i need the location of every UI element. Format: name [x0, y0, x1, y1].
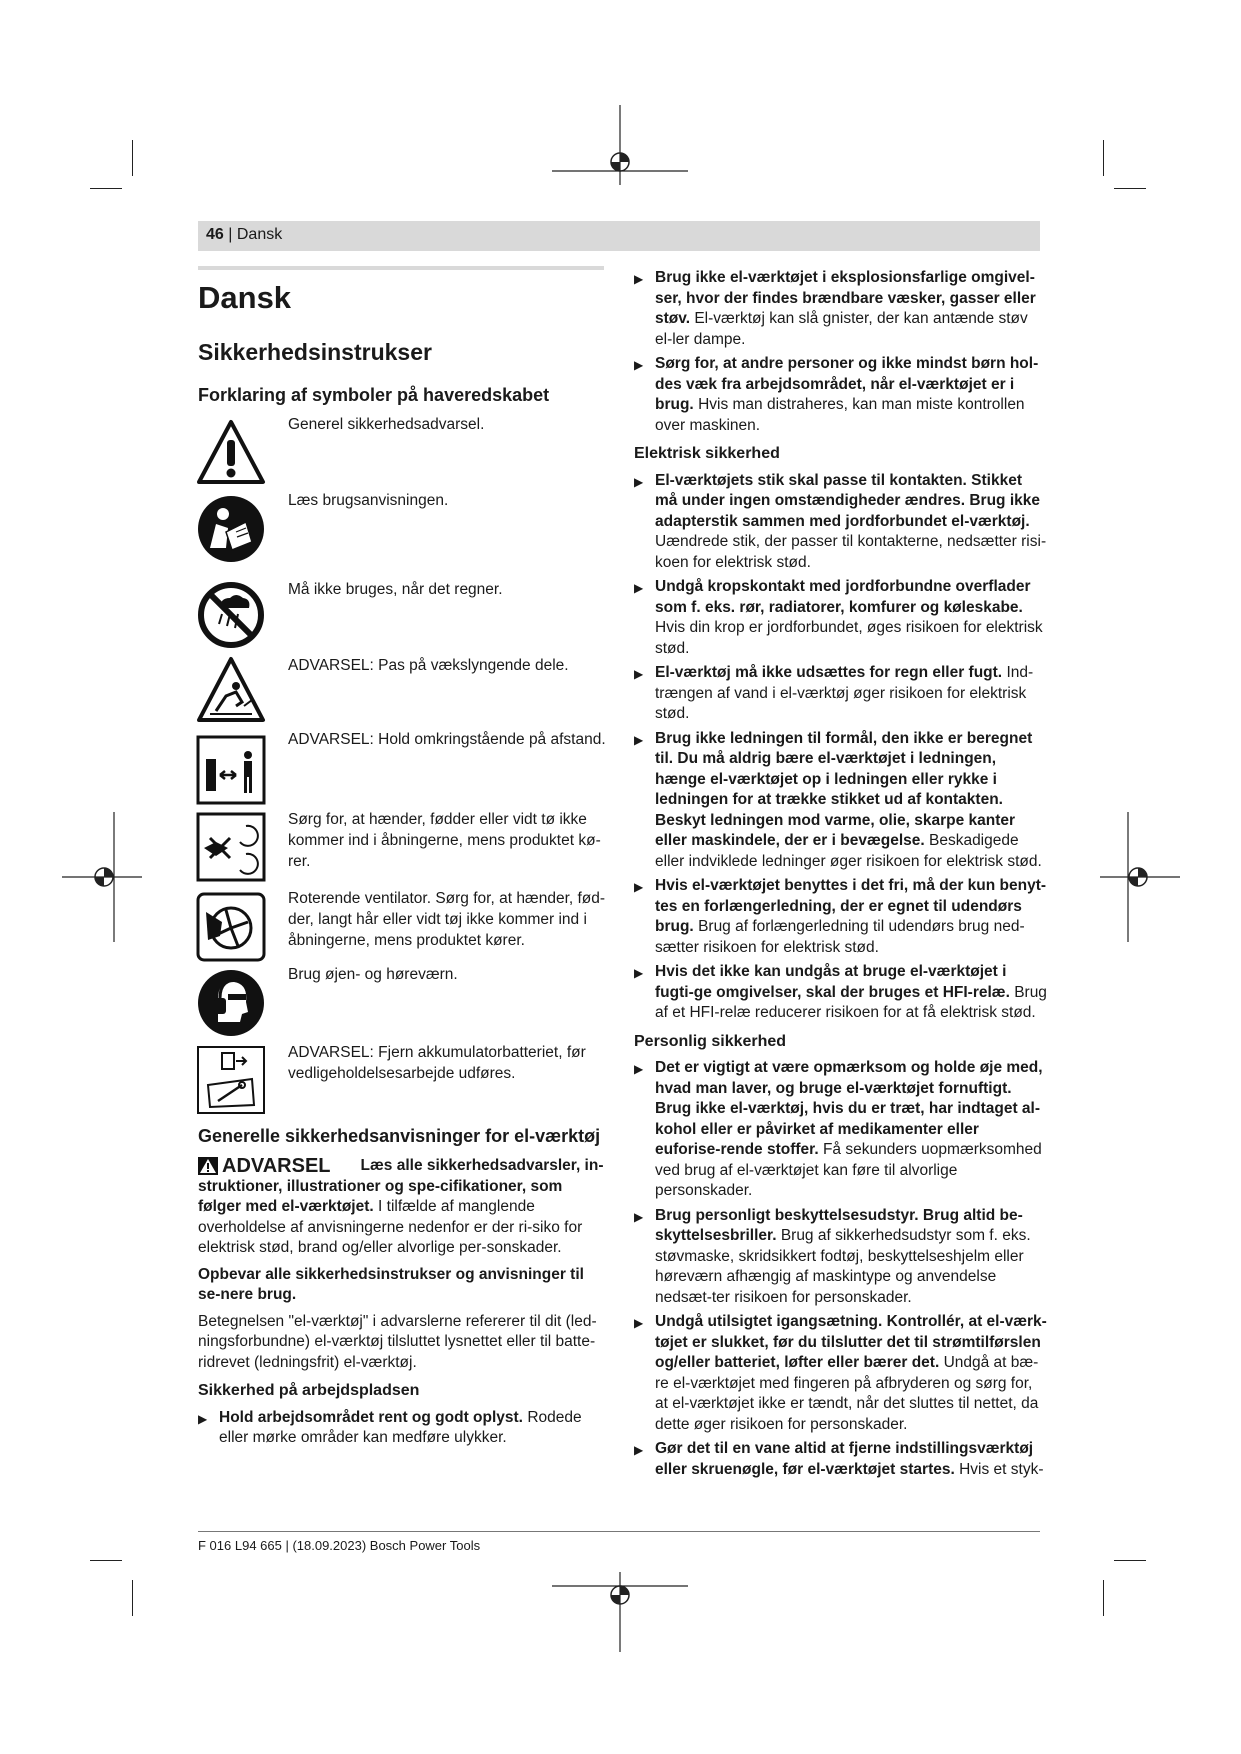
rotating-parts-warning-icon — [196, 656, 266, 726]
list-item-bold: Brug ikke el-værktøjet i eksplosionsfarlige omgivel-ser, hvor der findes brændbare væsker, gasser eller støv. — [655, 269, 1036, 327]
list-item — [634, 729, 1048, 873]
list-item — [634, 354, 1048, 436]
symbol-text: ADVARSEL: Hold omkringstående på afstand. — [288, 731, 606, 748]
subsection-title: Forklaring af symboler på haveredskabet — [198, 385, 550, 405]
list-item-bold: Gør det til en vane altid at fjerne indstillingsværktøj eller skruenøgle, før el-værktøjet startes. — [655, 1440, 1034, 1478]
list-item-text: Rodede eller mørke områder kan medføre ulykker. — [219, 1408, 582, 1446]
crop-mark — [90, 1560, 122, 1561]
electrical-safety-heading: Elektrisk sikkerhed — [634, 445, 780, 462]
list-item-bold: Hvis det ikke kan undgås at bruge el-værktøjet i fugti-ge omgivelser, skal der bruges et HFI-relæ. — [655, 963, 1010, 1001]
list-item-text: Brug af et HFI-relæ reducerer risikoen for at få elektrisk stød. — [655, 983, 1047, 1021]
list-item — [634, 1058, 1048, 1202]
list-item-text: Hvis din krop er jordforbundet, øges risikoen for elektrisk stød. — [655, 619, 1043, 657]
column-rule — [198, 266, 604, 270]
personal-safety-heading: Personlig sikkerhed — [634, 1032, 787, 1050]
registration-mark-icon — [552, 105, 688, 185]
symbol-text: Brug øjen- og høreværn. — [288, 966, 458, 983]
warning-badge — [198, 1156, 331, 1177]
left-column-body — [198, 1156, 606, 1453]
warning-badge-label: ADVARSEL — [222, 1155, 331, 1177]
list-item-bold: Brug ikke ledningen til formål, den ikke er beregnet til. Du må aldrig bære el-værktøjet i ledningen, hænge el-værktøjet op i ledningen eller rykke i ledningen for at trække stikket ud af kontakten. Beskyt ledningen mod varme, olie, skarpe kanter eller maskindele, der er i bevægelse. — [655, 729, 1033, 849]
header-language: Dansk — [236, 226, 283, 243]
keep-distance-icon — [196, 735, 266, 805]
crop-mark — [132, 140, 133, 176]
crop-mark — [1103, 140, 1104, 176]
list-item — [634, 471, 1048, 574]
registration-mark-icon — [552, 1572, 688, 1652]
list-item — [634, 1206, 1048, 1309]
list-item-bold: Undgå utilsigtet igangsætning. Kontrollér, at el-værk-tøjet er slukket, før du tilslutter det til strømtilførslen og/eller batteriet, løfter eller bærer det. — [655, 1313, 1047, 1371]
list-item-text: Brug af forlængerledning til udendørs brug ned-sætter risikoen for elektrisk stød. — [655, 918, 1025, 956]
registration-mark-icon — [62, 812, 142, 942]
list-item-bold: Hold arbejdsområdet rent og godt oplyst. — [219, 1408, 523, 1426]
registration-mark-icon — [1100, 812, 1180, 942]
list-item-text: Undgå at bæ-re el-værktøjet med fingeren på afbryderen og sørg for, at el-værktøjet ikke er tændt, når det sluttes til nettet, da dette øger risikoen for personskader. — [655, 1354, 1039, 1433]
list-item-text: Brug af sikkerhedsudstyr som f. eks. støvmaske, skridsikkert fodtøj, beskyttelseshjelm eller høreværn afhængig af maskintype og anvendelse nedsæt-ter risikoen for personskader. — [655, 1227, 1031, 1306]
symbol-text: Sørg for, at hænder, fødder eller vidt tø ikke kommer ind i åbningerne, mens produktet kø-rer. — [288, 811, 601, 870]
section-title: Sikkerhedsinstrukser — [198, 339, 432, 365]
eye-ear-protection-icon — [196, 968, 266, 1038]
no-rain-icon — [196, 580, 266, 650]
warning-intro — [198, 1156, 606, 1259]
symbol-text: ADVARSEL: Fjern akkumulatorbatteriet, før vedligeholdelsesarbejde udføres. — [288, 1044, 586, 1082]
term-definition: Betegnelsen "el-værktøj" i advarslerne refererer til dit (led-ningsforbundne) el-værktøj tilsluttet lysnettet eller til batte-ridrevet (ledningsfrit) el-værktøj. — [198, 1312, 597, 1371]
work-area-heading: Sikkerhed på arbejdspladsen — [198, 1382, 420, 1399]
rotating-fan-icon — [196, 892, 266, 962]
list-item-text: Beskadigede eller indviklede ledninger øger risikoen for elektrisk stød. — [655, 832, 1042, 870]
crop-mark — [1114, 1560, 1146, 1561]
list-item-bold: El-værktøjets stik skal passe til kontakten. Stikket må under ingen omstændigheder ændres. Brug ikke adapterstik sammen med jordforbundet el-værktøj. — [655, 471, 1040, 530]
general-safety-heading: Generelle sikkerhedsanvisninger for el-værktøj — [198, 1126, 601, 1146]
list-item — [634, 1439, 1048, 1480]
symbol-text: ADVARSEL: Pas på vækslyngende dele. — [288, 657, 569, 674]
list-item — [634, 962, 1048, 1024]
read-manual-icon — [196, 494, 266, 564]
list-item-bold: Brug personligt beskyttelsesudstyr. Brug altid be-skyttelsesbriller. — [655, 1206, 1023, 1244]
crop-mark — [1103, 1580, 1104, 1616]
list-item-bold: Undgå kropskontakt med jordforbundne overflader som f. eks. rør, radiatorer, komfurer og køleskabe. — [655, 578, 1031, 616]
list-item — [634, 268, 1048, 350]
page-title: Dansk — [198, 280, 292, 315]
header-text — [206, 226, 282, 244]
warning-triangle-icon — [198, 1157, 218, 1175]
warning-intro-text: I tilfælde af manglende overholdelse af anvisningerne nedenfor er der ri-siko for elektrisk stød, brand og/eller alvorlige per-sonskader. — [198, 1198, 583, 1256]
page-number: 46 — [206, 226, 224, 243]
page-header — [198, 221, 1040, 251]
footer-rule — [198, 1531, 1040, 1532]
right-column-body — [634, 268, 1048, 1484]
list-item-text: Hvis man distraheres, kan man miste kontrollen over maskinen. — [655, 396, 1025, 434]
list-item-text: Ind-trængen af vand i el-værktøj øger risikoen for elektrisk stød. — [655, 664, 1034, 722]
list-item-bold: Hvis el-værktøjet benyttes i det fri, må der kun benyt-tes en forlængerledning, der er egnet til udendørs brug. — [655, 877, 1047, 935]
list-item-text: El-værktøj kan slå gnister, der kan antænde støv el-ler dampe. — [655, 310, 1028, 348]
crop-mark — [90, 188, 122, 189]
crop-mark — [1114, 188, 1146, 189]
list-item — [634, 1312, 1048, 1435]
list-item-bold: Sørg for, at andre personer og ikke mindst børn hol-des væk fra arbejdsområdet, når el-værktøjet er i brug. — [655, 355, 1039, 413]
symbol-text: Roterende ventilator. Sørg for, at hænder, fød-der, langt hår eller vidt tøj ikke kommer ind i åbningerne, mens produktet kører. — [288, 890, 606, 949]
keep-instructions: Opbevar alle sikkerhedsinstrukser og anvisninger til se-nere brug. — [198, 1265, 584, 1303]
list-item-bold: Det er vigtigt at være opmærksom og holde øje med, hvad man laver, og bruge el-værktøjet fornuftigt. Brug ikke el-værktøj, hvis du er træt, har indtaget al-kohol eller er påvirket af medikamenter eller euforise-rende stoffer. — [655, 1059, 1043, 1158]
crop-mark — [132, 1580, 133, 1616]
list-item — [198, 1408, 606, 1449]
header-separator: | — [228, 226, 233, 243]
symbol-text: Læs brugsanvisningen. — [288, 492, 449, 509]
general-warning-icon — [196, 418, 266, 488]
list-item-bold: El-værktøj må ikke udsættes for regn eller fugt. — [655, 664, 1003, 681]
list-item-text: Hvis et styk- — [959, 1460, 1044, 1478]
symbol-text: Generel sikkerhedsadvarsel. — [288, 416, 485, 433]
remove-battery-icon — [196, 1045, 266, 1115]
warning-intro-bold: Læs alle sikkerhedsadvarsler, in-struktioner, illustrationer og spe-cifikationer, som følger med el-værktøjet. — [198, 1157, 604, 1215]
symbol-text: Må ikke bruges, når det regner. — [288, 581, 503, 598]
page-footer: F 016 L94 665 | (18.09.2023) Bosch Power Tools — [198, 1538, 481, 1553]
keep-hands-away-icon — [196, 812, 266, 882]
list-item — [634, 876, 1048, 958]
list-item — [634, 663, 1048, 725]
list-item-text: Uændrede stik, der passer til kontakterne, nedsætter risi-koen for elektrisk stød. — [655, 533, 1047, 571]
list-item-text: Få sekunders uopmærksomhed ved brug af el-værktøjet kan føre til alvorlige personskader. — [655, 1141, 1042, 1199]
list-item — [634, 577, 1048, 659]
